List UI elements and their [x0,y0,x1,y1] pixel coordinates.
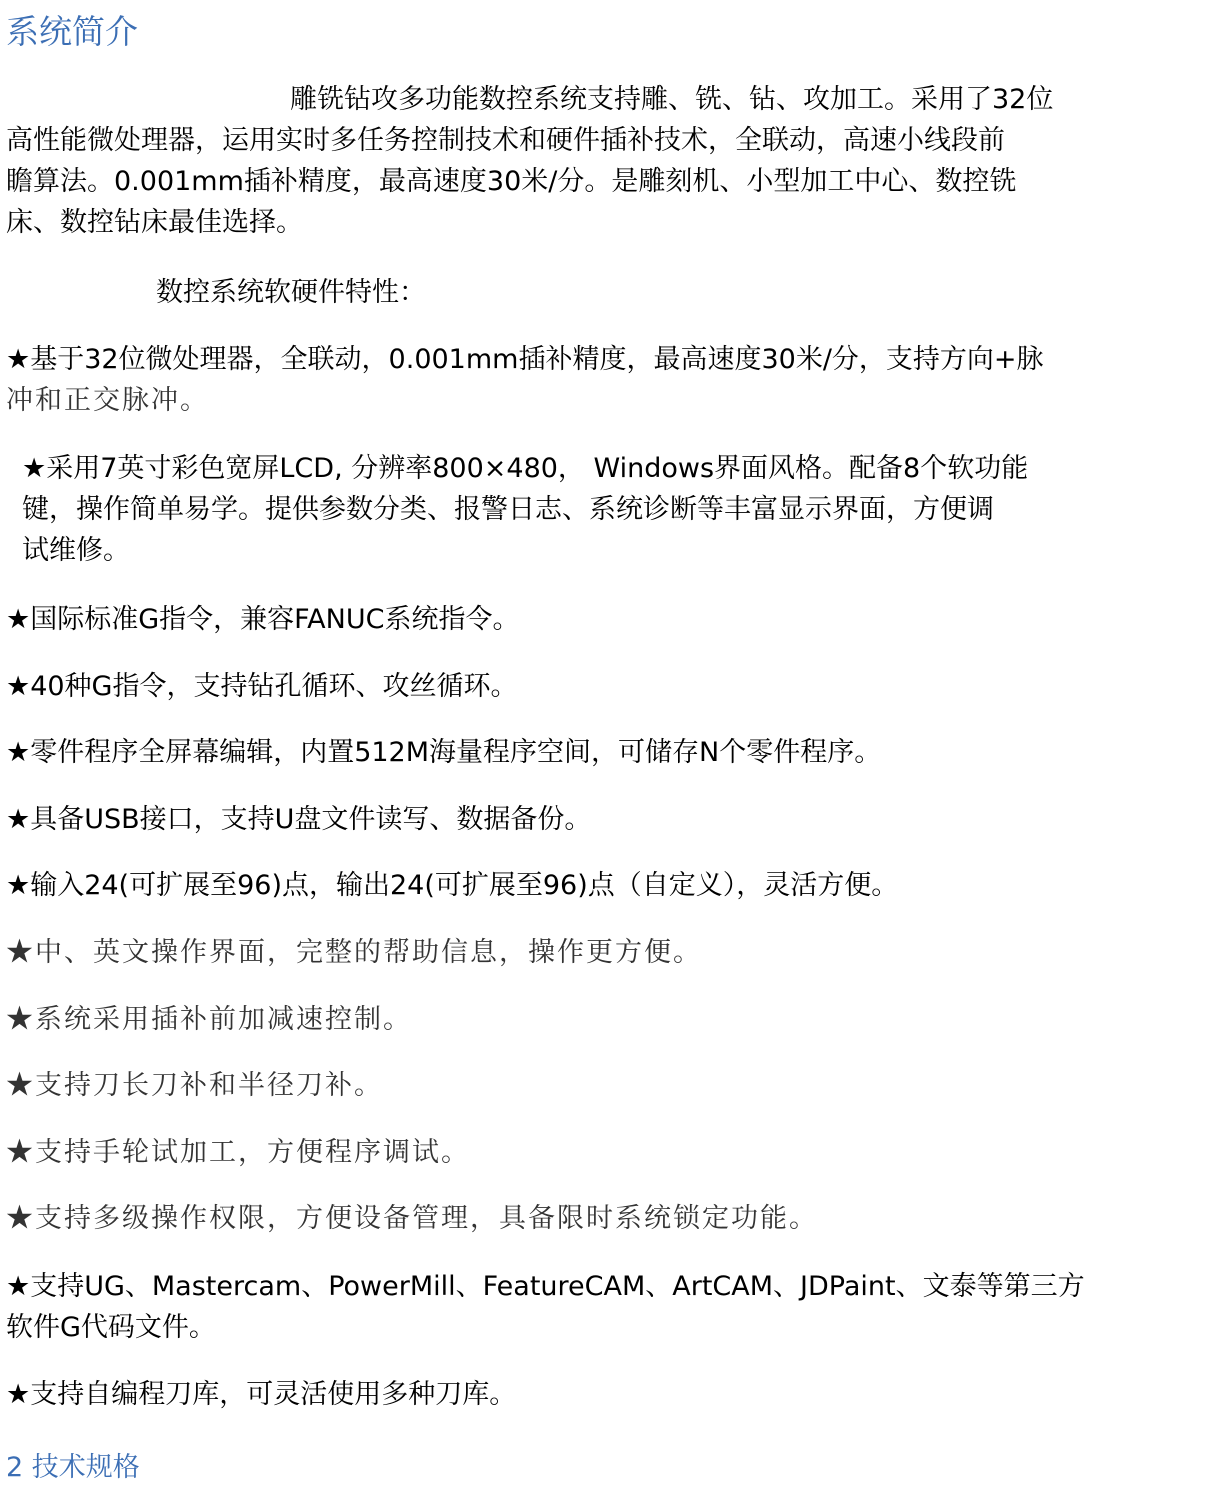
feature-item-6: ★具备USB接口，支持U盘文件读写、数据备份。 [6,804,592,835]
feature-item-14: ★支持自编程刀库，可灵活使用多种刀库。 [6,1379,517,1410]
intro-line-1: 雕铣钻攻多功能数控系统支持雕、铣、钻、攻加工。采用了32位 [290,84,1054,115]
features-heading: 数控系统软硬件特性： [156,277,426,308]
feature-item-9: ★系统采用插补前加减速控制。 [6,1004,412,1035]
feature-item-5: ★零件程序全屏幕编辑，内置512M海量程序空间，可储存N个零件程序。 [6,737,882,768]
intro-line-3: 瞻算法。0.001mm插补精度，最高速度30米/分。是雕刻机、小型加工中心、数控铣 [6,166,1017,197]
feature-item-2-line-2: 键，操作简单易学。提供参数分类、报警日志、系统诊断等丰富显示界面，方便调 [22,494,994,525]
page-title: 系统简介 [6,12,138,51]
feature-item-2-line-3: 试维修。 [22,535,130,566]
feature-item-7: ★输入24(可扩展至96)点，输出24(可扩展至96)点（自定义），灵活方便。 [6,870,899,901]
intro-line-2: 高性能微处理器，运用实时多任务控制技术和硬件插补技术，全联动，高速小线段前 [6,125,1005,156]
feature-item-1-line-2: 冲和正交脉冲。 [6,385,209,416]
section-heading-tech-specs: 2 技术规格 [6,1452,140,1483]
feature-item-13-line-2: 软件G代码文件。 [6,1312,216,1343]
feature-item-13-line-1: ★支持UG、Mastercam、PowerMill、FeatureCAM、ArtCAM、JDPaint、文泰等第三方 [6,1271,1085,1302]
feature-item-11: ★支持手轮试加工，方便程序调试。 [6,1137,470,1168]
feature-item-8: ★中、英文操作界面，完整的帮助信息，操作更方便。 [6,937,702,968]
feature-item-3: ★国际标准G指令，兼容FANUC系统指令。 [6,604,520,635]
intro-line-4: 床、数控钻床最佳选择。 [6,207,303,238]
feature-item-10: ★支持刀长刀补和半径刀补。 [6,1070,383,1101]
feature-item-1-line-1: ★基于32位微处理器，全联动，0.001mm插补精度，最高速度30米/分，支持方向+脉 [6,344,1044,375]
feature-item-4: ★40种G指令，支持钻孔循环、攻丝循环。 [6,671,518,702]
feature-item-2-line-1: ★采用7英寸彩色宽屏LCD, 分辨率800×480， Windows界面风格。配备8个软功能 [22,453,1029,484]
feature-item-12: ★支持多级操作权限，方便设备管理，具备限时系统锁定功能。 [6,1203,818,1234]
